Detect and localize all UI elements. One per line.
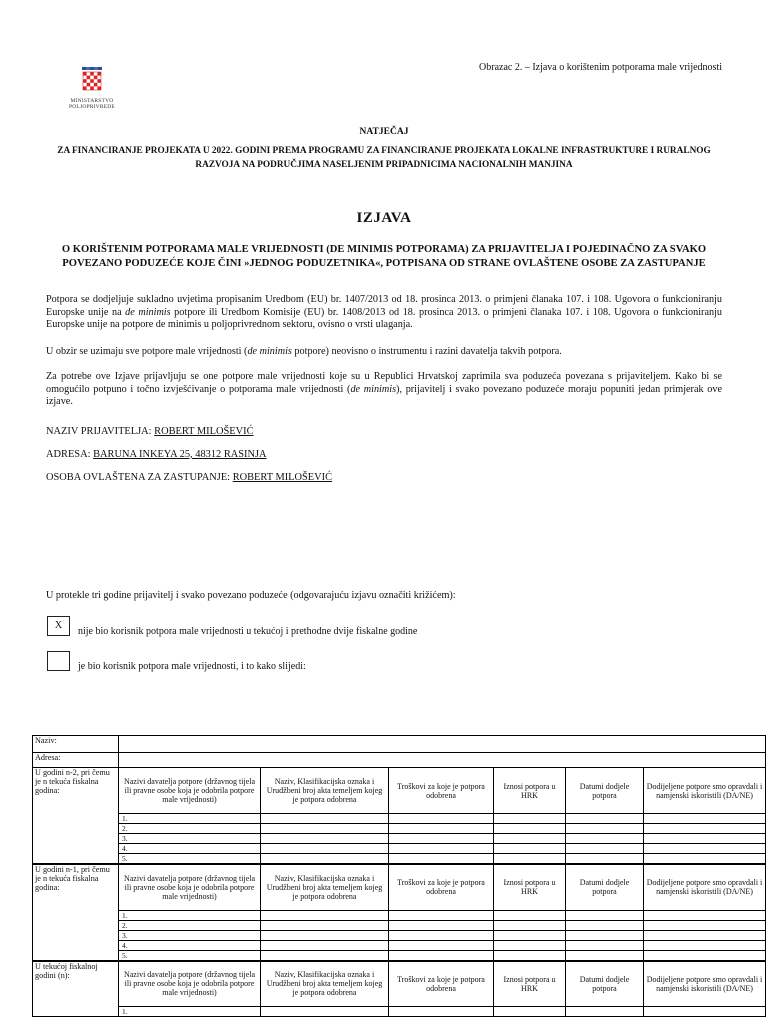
address-label: ADRESA: bbox=[46, 449, 91, 460]
representative-label: OSOBA OVLAŠTENA ZA ZASTUPANJE: bbox=[46, 472, 231, 483]
naziv-value[interactable] bbox=[119, 736, 766, 753]
table-row: 4. bbox=[33, 940, 766, 950]
table-row: 3. bbox=[33, 930, 766, 940]
applicant-label: NAZIV PRIJAVITELJA: bbox=[46, 426, 152, 437]
ministry-label: MINISTARSTVO POLJOPRIVREDE bbox=[69, 98, 115, 110]
declaration-subtitle: O KORIŠTENIM POTPORAMA MALE VRIJEDNOSTI (DE MINIMIS POTPORAMA) ZA PRIJAVITELJA I POJEDINAČNO ZA SVAKO POVEZANO PODUZEĆE KOJE ČINI »JEDNOG PODUZETNIKA«, POTPISANA OD STRANE OVLAŠTENE OSOBE ZA ZASTUPANJE bbox=[61, 244, 707, 269]
table-row: 3. bbox=[33, 834, 766, 844]
address-field bbox=[46, 449, 267, 460]
naziv-label: Naziv: bbox=[33, 736, 119, 753]
col-costs-header: Troškovi za koje je potpora odobrena bbox=[389, 864, 494, 910]
paragraph-regulation: Potpora se dodjeljuje sukladno uvjetima propisanim Uredbom (EU) br. 1407/2013 od 18. prosinca 2013. o primjeni članaka 107. i 108. Ugovora o funkcioniranju Europske unije na de minimis potpore ili Uredbom Komisije (EU) br. 1408/2013 od 18. prosinca 2013. o primjeni članaka 107. i 108. Ugovora o funkcioniranju Europske unije na potpore de minimis u poljoprivrednom sektoru, ovisno o vrsti ulaganja. bbox=[46, 294, 722, 331]
col-amount-header: Iznosi potpora u HRK bbox=[494, 768, 566, 814]
support-table bbox=[32, 735, 766, 1017]
table-row: 5. bbox=[33, 950, 766, 961]
table-row: 1. bbox=[33, 814, 766, 824]
adresa-label: Adresa: bbox=[33, 753, 119, 768]
form-title: Obrazac 2. – Izjava o korištenim potporama male vrijednosti bbox=[479, 62, 722, 73]
adresa-value[interactable] bbox=[119, 753, 766, 768]
table-row: 5. bbox=[33, 854, 766, 865]
declaration-title: IZJAVA bbox=[356, 210, 412, 226]
options-intro: U protekle tri godine prijavitelj i svako povezano poduzeće (odgovarajuću izjavu označiti križićem): bbox=[46, 590, 456, 601]
col-justified-header: Dodijeljene potpore smo opravdali i namjenski iskoristili (DA/NE) bbox=[644, 768, 766, 814]
col-act-header: Naziv, Klasifikacijska oznaka i Urudžbeni broj akta temeljem kojeg je potpora odobrena bbox=[261, 961, 389, 1007]
table-row: 1. bbox=[33, 1007, 766, 1017]
col-justified-header: Dodijeljene potpore smo opravdali i namjenski iskoristili (DA/NE) bbox=[644, 961, 766, 1007]
option-beneficiary-checkbox[interactable] bbox=[47, 651, 70, 671]
option-not-beneficiary-label: nije bio korisnik potpora male vrijednosti u tekućoj i prethodne dvije fiskalne godine bbox=[78, 626, 418, 637]
col-justified-header: Dodijeljene potpore smo opravdali i namjenski iskoristili (DA/NE) bbox=[644, 864, 766, 910]
address-value: BARUNA INKEYA 25, 48312 RASINJA bbox=[93, 449, 267, 460]
col-amount-header: Iznosi potpora u HRK bbox=[494, 864, 566, 910]
coat-of-arms-icon bbox=[81, 66, 103, 96]
competition-title: NATJEČAJ bbox=[359, 127, 409, 137]
year-n1-label: U godini n-1, pri čemu je n tekuća fiskalna godina: bbox=[33, 864, 119, 961]
col-amount-header: Iznosi potpora u HRK bbox=[494, 961, 566, 1007]
paragraph-reporting: Za potrebe ove Izjave prijavljuju se one potpore male vrijednosti koje su u Republici Hrvatskoj zaprimila sva poduzeća povezana s prijaviteljem. Kako bi se omogućilo potpuno i točno izvješćivanje o potporama male vrijednosti (de minimis), prijavitelj i svako povezano poduzeće moraju popuniti jedan primjerak ove izjave. bbox=[46, 371, 722, 408]
table-row: 1. bbox=[33, 910, 766, 920]
ministry-logo bbox=[62, 66, 122, 110]
year-n2-label: U godini n-2, pri čemu je n tekuća fiskalna godina: bbox=[33, 768, 119, 865]
col-date-header: Datumi dodjele potpora bbox=[566, 961, 644, 1007]
representative-field bbox=[46, 472, 332, 483]
option-beneficiary-label: je bio korisnik potpora male vrijednosti, i to kako slijedi: bbox=[78, 661, 306, 672]
applicant-value: ROBERT MILOŠEVIĆ bbox=[154, 426, 254, 437]
table-row: 2. bbox=[33, 920, 766, 930]
col-costs-header: Troškovi za koje je potpora odobrena bbox=[389, 961, 494, 1007]
paragraph-scope: U obzir se uzimaju sve potpore male vrijednosti (de minimis potpore) neovisno o instrumentu i razini davatelja takvih potpora. bbox=[46, 346, 562, 357]
table-row: 4. bbox=[33, 844, 766, 854]
col-provider-header: Nazivi davatelja potpore (državnog tijela ili pravne osobe koja je odobrila potpore male vrijednosti) bbox=[119, 961, 261, 1007]
year-n-label: U tekućoj fiskalnoj godini (n): bbox=[33, 961, 119, 1017]
col-provider-header: Nazivi davatelja potpore (državnog tijela ili pravne osobe koja je odobrila potpore male vrijednosti) bbox=[119, 768, 261, 814]
option-not-beneficiary-checkbox[interactable]: X bbox=[47, 616, 70, 636]
col-date-header: Datumi dodjele potpora bbox=[566, 768, 644, 814]
col-act-header: Naziv, Klasifikacijska oznaka i Urudžbeni broj akta temeljem kojeg je potpora odobrena bbox=[261, 864, 389, 910]
table-row: 2. bbox=[33, 824, 766, 834]
representative-value: ROBERT MILOŠEVIĆ bbox=[232, 472, 333, 483]
col-date-header: Datumi dodjele potpora bbox=[566, 864, 644, 910]
col-costs-header: Troškovi za koje je potpora odobrena bbox=[389, 768, 494, 814]
col-provider-header: Nazivi davatelja potpore (državnog tijela ili pravne osobe koja je odobrila potpore male vrijednosti) bbox=[119, 864, 261, 910]
competition-subtitle: ZA FINANCIRANJE PROJEKATA U 2022. GODINI PREMA PROGRAMU ZA FINANCIRANJE PROJEKATA LOKALNE INFRASTRUKTURE I RURALNOG RAZVOJA NA PODRUČJIMA NASELJENIM PRIPADNICIMA NACIONALNIH MANJINA bbox=[57, 146, 711, 170]
applicant-field bbox=[46, 426, 254, 437]
col-act-header: Naziv, Klasifikacijska oznaka i Urudžbeni broj akta temeljem kojeg je potpora odobrena bbox=[261, 768, 389, 814]
